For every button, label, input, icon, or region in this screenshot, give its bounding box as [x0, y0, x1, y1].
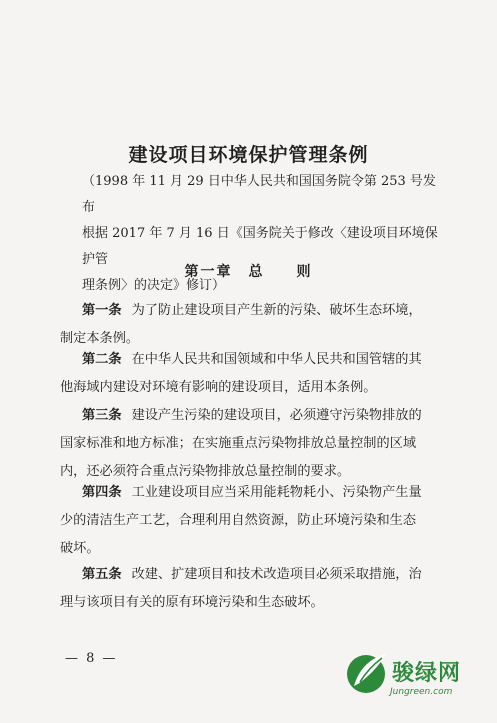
article-label: 第五条: [82, 567, 122, 582]
article-2: [60, 346, 444, 402]
article-label: 第三条: [82, 408, 122, 423]
article-text: 建设产生污染的建设项目，必须遵守污染物排放的: [131, 408, 422, 423]
article-line: [82, 297, 444, 325]
article-5: [60, 561, 444, 617]
article-line: [82, 402, 444, 430]
article-line: 少的清洁生产工艺，合理利用自然资源，防止环境污染和生态: [60, 513, 417, 528]
watermark-name: 骏绿网: [392, 661, 462, 686]
subtitle-line-3: 理条例〉的决定》修订）: [82, 278, 226, 293]
article-line: 他海域内建设对环境有影响的建设项目，适用本条例。: [60, 380, 377, 395]
article-3: [60, 402, 444, 486]
page-number: — 8 —: [65, 651, 118, 666]
article-line: 制定本条例。: [60, 331, 140, 346]
subtitle-line-2: 根据 2017 年 7 月 16 日《国务院关于修改〈建设项目环境保护管: [82, 226, 438, 267]
article-line: [82, 346, 444, 374]
subtitle-line-1: （1998 年 11 月 29 日中华人民共和国国务院令第 253 号发布: [82, 174, 436, 215]
article-label: 第二条: [82, 352, 122, 367]
article-line: 破坏。: [60, 541, 100, 556]
article-line: [82, 479, 444, 507]
article-text: 改建、扩建项目和技术改造项目必须采取措施，治: [131, 567, 422, 582]
article-text: 工业建设项目应当采用能耗物耗小、污染物产生量: [131, 485, 422, 500]
article-line: 内，还必须符合重点污染物排放总量控制的要求。: [60, 464, 351, 479]
chapter-heading: 第一章 总 则: [184, 264, 313, 280]
leaf-logo-icon: [346, 648, 390, 700]
article-label: 第一条: [82, 303, 122, 318]
document-title: 建设项目环境保护管理条例: [128, 144, 369, 166]
article-text: 为了防止建设项目产生新的污染、破坏生态环境，: [131, 303, 422, 318]
watermark-logo: [346, 648, 494, 708]
article-4: [60, 479, 444, 563]
watermark-url: Jungreen.com: [390, 687, 453, 697]
article-text: 在中华人民共和国领域和中华人民共和国管辖的其: [131, 352, 422, 367]
article-line: 国家标准和地方标准；在实施重点污染物排放总量控制的区域: [60, 436, 417, 451]
article-line: 理与该项目有关的原有环境污染和生态破坏。: [60, 595, 324, 610]
article-line: [82, 561, 444, 589]
article-1: [60, 297, 444, 353]
article-label: 第四条: [82, 485, 122, 500]
